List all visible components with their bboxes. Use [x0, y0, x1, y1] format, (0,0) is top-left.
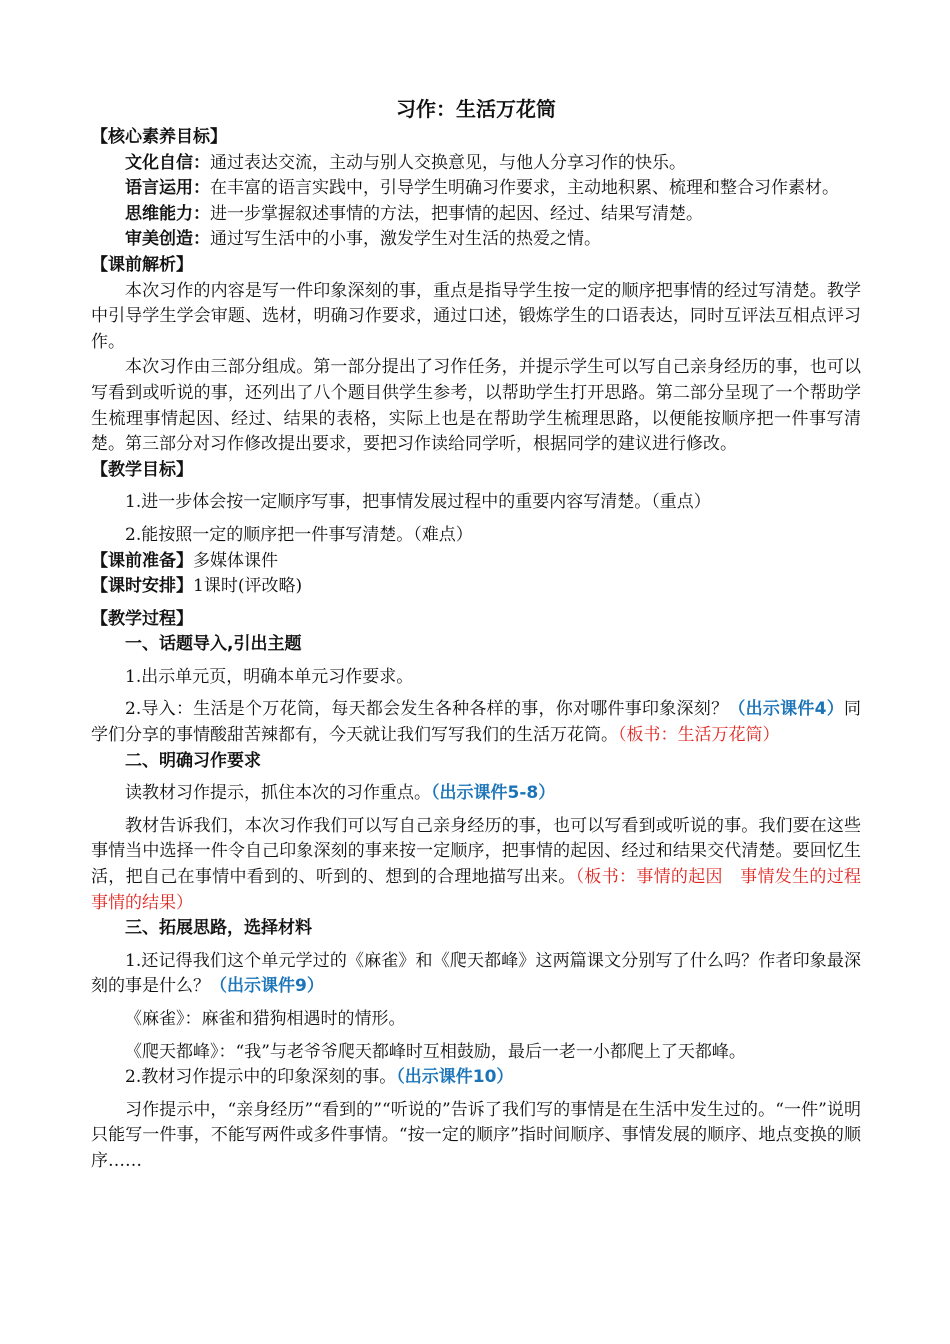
schedule-heading: 【课时安排】	[91, 576, 193, 597]
goal-text: 进一步掌握叙述事情的方法，把事情的起因、经过、结果写清楚。	[210, 203, 703, 224]
section-1-p2	[91, 697, 861, 748]
board-note: （板书：事情的起因 事情发生的过程 事情的结果）	[91, 867, 879, 913]
goal-item	[91, 202, 861, 228]
prep-text: 多媒体课件	[193, 550, 278, 571]
section-3-title: 三、拓展思路，选择材料	[125, 918, 312, 939]
goal-label: 文化自信：	[125, 152, 210, 173]
section-2-title: 二、明确习作要求	[125, 750, 261, 771]
courseware-ref: （出示课件9）	[210, 976, 324, 997]
section-2-p1-text: 读教材习作提示，抓住本次的习作重点。	[125, 783, 431, 804]
prep-line	[91, 549, 861, 575]
objective-item: 2.能按照一定的顺序把一件事写清楚。（难点）	[125, 524, 473, 545]
section-3-p3: 《爬天都峰》：“我”与老爷爷爬天都峰时互相鼓励，最后一老一小都爬上了天都峰。	[125, 1041, 746, 1062]
goal-text: 通过写生活中的小事，激发学生对生活的热爱之情。	[210, 229, 601, 250]
goal-item	[91, 176, 861, 202]
schedule-text: 1课时(评改略)	[193, 576, 303, 597]
goal-label: 语言运用：	[125, 178, 210, 199]
goal-item	[91, 151, 861, 177]
analysis-heading: 【课前解析】	[91, 254, 193, 275]
page-title: 习作：生活万花筒	[396, 97, 556, 121]
section-1-p2-text: 2.导入：生活是个万花筒，每天都会发生各种各样的事，你对哪件事印象深刻？	[125, 699, 729, 720]
section-3-p1	[91, 949, 861, 1000]
section-3-p4-text: 2.教材习作提示中的印象深刻的事。	[125, 1067, 397, 1088]
objective-item: 1.进一步体会按一定顺序写事，把事情发展过程中的重要内容写清楚。（重点）	[125, 492, 711, 513]
courseware-ref: （出示课件5-8）	[431, 783, 556, 804]
schedule-line	[91, 574, 861, 600]
goal-text: 通过表达交流，主动与别人交换意见，与他人分享习作的快乐。	[210, 152, 686, 173]
prep-heading: 【课前准备】	[91, 550, 193, 571]
section-3-p5: 习作提示中，“亲身经历”“看到的”“听说的”告诉了我们写的事情是在生活中发生过的。“一件”说明只能写一件事，不能写两件或多件事情。“按一定的顺序”指时间顺序、事情发展的顺序、地点变换的顺序……	[91, 1099, 861, 1171]
section-1-title: 一、话题导入,引出主题	[125, 634, 302, 655]
courseware-ref: （出示课件10）	[396, 1067, 514, 1088]
section-3-p1-text: 1.还记得我们这个单元学过的《麻雀》和《爬天都峰》这两篇课文分别写了什么吗？作者印象最深刻的事是什么？	[91, 950, 861, 997]
goals-heading: 【核心素养目标】	[91, 127, 227, 147]
process-heading: 【教学过程】	[91, 608, 193, 629]
analysis-paragraph: 本次习作的内容是写一件印象深刻的事，重点是指导学生按一定的顺序把事情的经过写清楚。教学中引导学生学会审题、选材，明确习作要求，通过口述，锻炼学生的口语表达，同时互评法互相点评习作。	[91, 280, 861, 352]
section-2-p2	[91, 814, 879, 916]
section-3-p2: 《麻雀》：麻雀和猎狗相遇时的情形。	[125, 1009, 406, 1029]
section-3-p4	[91, 1065, 861, 1091]
board-note: （板书：生活万花筒）	[618, 725, 780, 746]
section-1-p1: 1.出示单元页，明确本单元习作要求。	[125, 666, 414, 687]
goal-item	[91, 227, 861, 253]
section-1-p2-text2: 同学们分享的事情酸甜苦辣都有，今天就让我们写写我们的生活万花筒。	[91, 699, 861, 746]
goal-label: 思维能力：	[125, 203, 210, 224]
section-2-p2-text: 教材告诉我们，本次习作我们可以写自己亲身经历的事，也可以写看到或听说的事。我们要在这些事情当中选择一件令自己印象深刻的事来按一定顺序，把事情的起因、经过和结果交代清楚。要回忆生活，把自己在事情中看到的、听到的、想到的合理地描写出来。	[91, 815, 861, 888]
goal-label: 审美创造：	[125, 229, 210, 250]
section-2-p1	[91, 781, 861, 807]
goal-text: 在丰富的语言实践中，引导学生明确习作要求，主动地积累、梳理和整合习作素材。	[210, 178, 839, 199]
objectives-heading: 【教学目标】	[91, 459, 193, 480]
courseware-ref: （出示课件4）	[728, 699, 844, 720]
document-page	[91, 94, 879, 1175]
analysis-paragraph: 本次习作由三部分组成。第一部分提出了习作任务，并提示学生可以写自己亲身经历的事，也可以写看到或听说的事，还列出了八个题目供学生参考，以帮助学生打开思路。第二部分呈现了一个帮助学生梳理事情起因、经过、结果的表格，实际上也是在帮助学生梳理思路，以便能按顺序把一件事写清楚。第三部分对习作修改提出要求，要把习作读给同学听，根据同学的建议进行修改。	[91, 357, 861, 455]
